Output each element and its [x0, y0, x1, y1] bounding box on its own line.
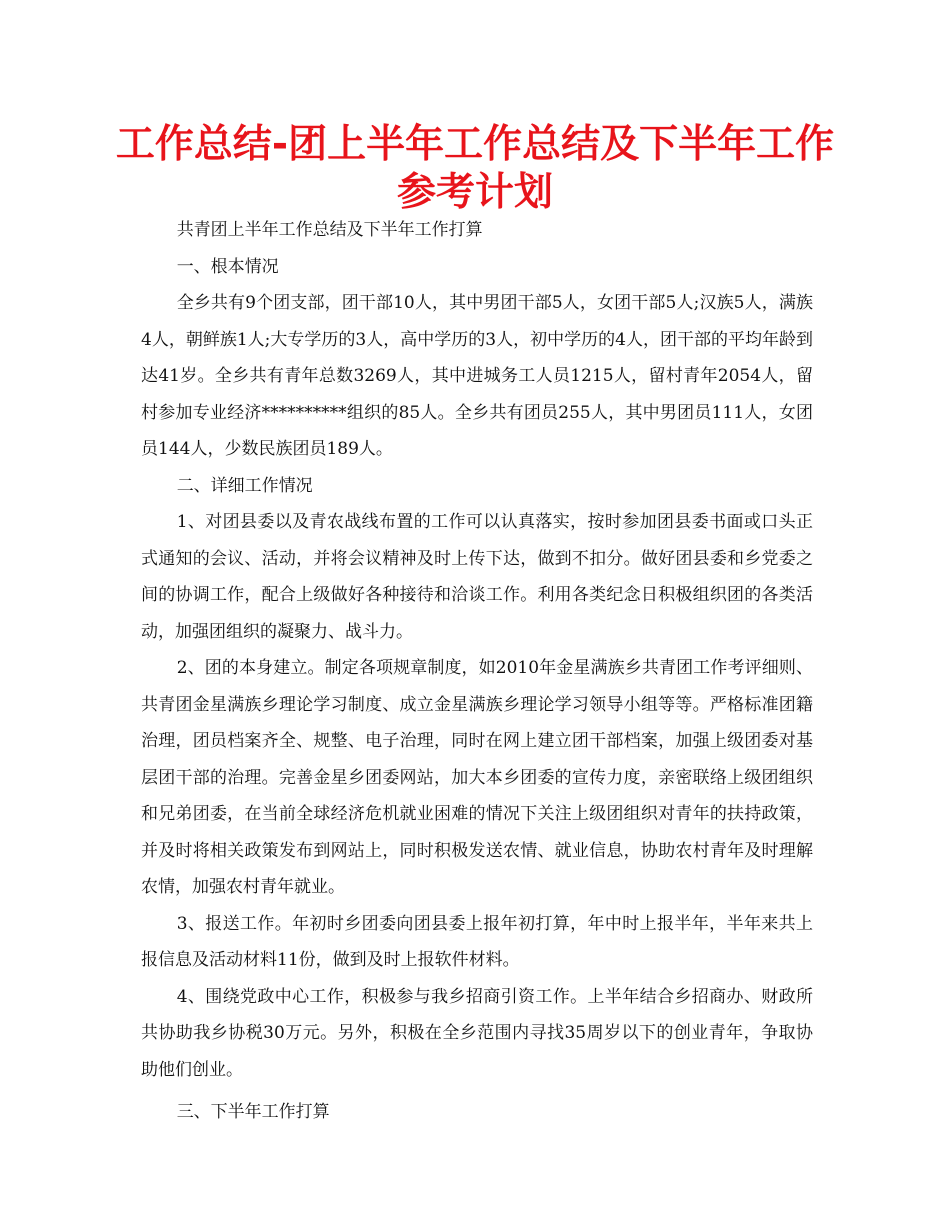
paragraph-item-2: 2、团的本身建立。制定各项规章制度，如2010年金星满族乡共青团工作考评细则、共青团金星满族乡理论学习制度、成立金星满族乡理论学习领导小组等等。严格标准团籍治理，团员档案齐全、规整、电子治理，同时在网上建立团干部档案，加强上级团委对基层团干部的治理。完善金星乡团委网站，加大本乡团委的宣传力度，亲密联络上级团组织和兄弟团委，在当前全球经济危机就业困难的情况下关注上级团组织对青年的扶持政策，并及时将相关政策发布到网站上，同时积极发送农情、就业信息，协助农村青年及时理解农情，加强农村青年就业。 — [141, 658, 813, 897]
document-title-line-2: 参考计划 — [396, 170, 553, 215]
paragraph-item-3: 3、报送工作。年初时乡团委向团县委上报年初打算，年中时上报半年，半年来共上报信息及活动材料11份，做到及时上报软件材料。 — [141, 913, 813, 970]
document-title-line-1: 工作总结-团上半年工作总结及下半年工作 — [115, 122, 835, 167]
section-heading-basic-situation: 一、根本情况 — [176, 256, 279, 277]
section-heading-second-half-plan: 三、下半年工作打算 — [176, 1102, 330, 1122]
subtitle-paragraph: 共青团上半年工作总结及下半年工作打算 — [176, 220, 483, 240]
paragraph-basic-situation: 全乡共有9个团支部，团干部10人，其中男团干部5人，女团干部5人;汉族5人，满族4人，朝鲜族1人;大专学历的3人，高中学历的3人，初中学历的4人，团干部的平均年龄到达41岁。全乡共有青年总数3269人，其中进城务工人员1215人，留村青年2054人，留村参加专业经济**********组织的85人。全乡共有团员255人，其中男团员111人，女团员144人，少数民族团员189人。 — [141, 293, 813, 459]
section-heading-detailed-work: 二、详细工作情况 — [176, 475, 313, 496]
paragraph-item-1: 1、对团县委以及青农战线布置的工作可以认真落实，按时参加团县委书面或口头正式通知的会议、活动，并将会议精神及时上传下达，做到不扣分。做好团县委和乡党委之间的协调工作，配合上级做好各种接待和洽谈工作。利用各类纪念日积极组织团的各类活动，加强团组织的凝聚力、战斗力。 — [141, 512, 813, 642]
document-body — [141, 212, 813, 1131]
paragraph-item-4: 4、围绕党政中心工作，积极参与我乡招商引资工作。上半年结合乡招商办、财政所共协助我乡协税30万元。另外，积极在全乡范围内寻找35周岁以下的创业青年，争取协助他们创业。 — [141, 986, 813, 1080]
